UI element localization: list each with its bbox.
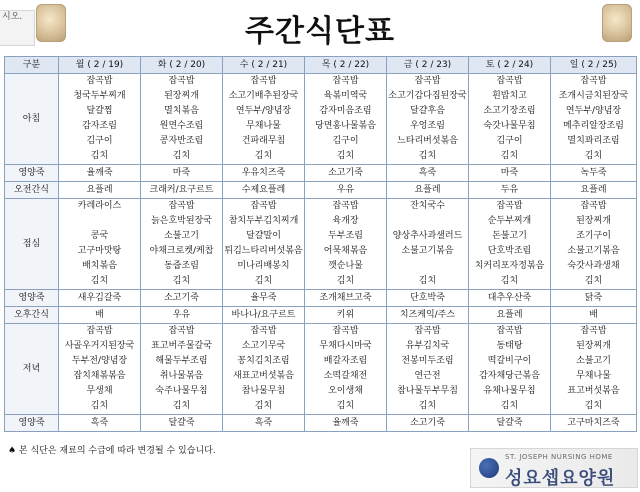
- menu-item: 두유: [500, 185, 519, 195]
- day-cell: [469, 199, 551, 290]
- menu-item: 멸치볶음: [164, 106, 199, 116]
- menu-item: 잡곡밥: [580, 201, 607, 211]
- menu-item: 잡곡밥: [496, 326, 523, 336]
- menu-item: 참나물두부무침: [397, 386, 458, 396]
- day-name: 금: [403, 60, 413, 70]
- menu-item: 꽁치김치조림: [237, 356, 290, 366]
- menu-item: 감자미음조림: [319, 106, 372, 116]
- menu-item: 두부조림: [328, 231, 363, 241]
- day-date: ( 2 / 22): [333, 60, 370, 70]
- menu-item: 두부전/양념장: [71, 356, 128, 366]
- menu-item: 동줍조림: [164, 261, 199, 271]
- menu-item: 잡곡밥: [332, 76, 359, 86]
- day-name: 토: [485, 60, 495, 70]
- day-cell: [141, 165, 223, 182]
- window-tab-line-2: 시오.: [2, 12, 23, 22]
- day-cell: [387, 324, 469, 415]
- menu-item: 김치: [172, 151, 191, 161]
- menu-item: 단호박죽: [410, 293, 445, 303]
- day-cell: [469, 74, 551, 165]
- menu-item: 잡곡밥: [168, 201, 195, 211]
- menu-item: 잡곡밥: [580, 326, 607, 336]
- menu-item: 김치: [172, 401, 191, 411]
- day-cell: [141, 199, 223, 290]
- menu-item: 해물두부조림: [155, 356, 208, 366]
- menu-item: 잡곡밥: [168, 326, 195, 336]
- menu-item: [59, 214, 140, 229]
- menu-item: 연두부/양념장: [235, 106, 292, 116]
- day-cell: [223, 199, 305, 290]
- menu-item: 소불고기: [576, 356, 611, 366]
- menu-item: 잡곡밥: [332, 326, 359, 336]
- menu-item: 어묵채볶음: [323, 246, 368, 256]
- menu-item: 달걀찜: [86, 106, 113, 116]
- menu-item: 잡치채볶볶음: [73, 371, 126, 381]
- menu-item: 된장찌개: [164, 91, 199, 101]
- day-date: ( 2 / 20): [169, 60, 206, 70]
- day-cell: [469, 324, 551, 415]
- header-day: [551, 57, 637, 74]
- page-title: 주간식단표: [245, 14, 395, 49]
- menu-item: 콩국: [90, 231, 109, 241]
- menu-item: 전봉미두조림: [401, 356, 454, 366]
- row-label: 오후간식: [5, 307, 59, 324]
- day-cell: [59, 290, 141, 307]
- day-cell: [551, 415, 637, 432]
- menu-item: 소고기감다짐된장국: [388, 91, 467, 101]
- day-date: ( 2 / 23): [415, 60, 452, 70]
- row-label: 영양죽: [5, 165, 59, 182]
- menu-item: 잡곡밥: [250, 76, 277, 86]
- menu-item: 연근전: [414, 371, 441, 381]
- day-cell: [305, 290, 387, 307]
- row-morning-snack: [5, 182, 637, 199]
- menu-item: 소고기배추된장국: [228, 91, 299, 101]
- header-day: [59, 57, 141, 74]
- menu-item: 유부김치국: [405, 341, 450, 351]
- day-name: 목: [321, 60, 331, 70]
- day-cell: [59, 307, 141, 324]
- menu-item: 소불고기볶음: [401, 246, 454, 256]
- menu-item: 숙주나물무침: [155, 386, 208, 396]
- day-cell: [223, 74, 305, 165]
- menu-item: 잡곡밥: [414, 76, 441, 86]
- menu-item: 돈불고기: [492, 231, 527, 241]
- row-lunch: [5, 199, 637, 290]
- day-cell: [387, 199, 469, 290]
- menu-item: 녹두죽: [580, 168, 607, 178]
- menu-item: 단호박조림: [487, 246, 532, 256]
- menu-item: 튀김느타리버섯볶음: [224, 246, 303, 256]
- menu-item: 조기구이: [576, 231, 611, 241]
- menu-item: 동태탕: [496, 341, 523, 351]
- menu-item: 수제요플레: [241, 185, 286, 195]
- day-cell: [223, 165, 305, 182]
- day-cell: [305, 74, 387, 165]
- menu-item: 크래커/요구르트: [149, 185, 214, 195]
- menu-item: 배치볶음: [82, 261, 117, 271]
- row-dinner: [5, 324, 637, 415]
- menu-item: 김치: [254, 401, 273, 411]
- menu-item: 숙갓나물무침: [483, 121, 536, 131]
- nursing-home-logo: [470, 448, 638, 488]
- menu-item: 잡곡밥: [496, 201, 523, 211]
- menu-item: 김치: [500, 151, 519, 161]
- day-date: ( 2 / 21): [251, 60, 288, 70]
- menu-item: 고구마맛탕: [77, 246, 122, 256]
- day-cell: [59, 165, 141, 182]
- menu-item: [387, 214, 468, 229]
- menu-item: 김치: [418, 276, 437, 286]
- menu-item: 김치: [418, 151, 437, 161]
- day-cell: [305, 199, 387, 290]
- day-cell: [551, 290, 637, 307]
- row-label: 아침: [5, 74, 59, 165]
- day-cell: [469, 290, 551, 307]
- menu-item: 배갈자조림: [323, 356, 368, 366]
- menu-item: 김치: [90, 276, 109, 286]
- menu-item: 무채나물: [576, 371, 611, 381]
- menu-item: 김치: [254, 151, 273, 161]
- menu-item: 김치: [584, 151, 603, 161]
- day-cell: [387, 165, 469, 182]
- document-header: [0, 0, 640, 49]
- day-cell: [223, 307, 305, 324]
- day-cell: [59, 415, 141, 432]
- row-breakfast: [5, 74, 637, 165]
- menu-item: 달걀후음: [410, 106, 445, 116]
- menu-item: 건파래무침: [241, 136, 286, 146]
- menu-item: 된장찌개: [576, 341, 611, 351]
- menu-item: 무채나물: [246, 121, 281, 131]
- day-cell: [469, 307, 551, 324]
- menu-item: 달걀죽: [496, 418, 523, 428]
- menu-item: 흰밥치고: [492, 91, 527, 101]
- menu-item: 달걀말이: [246, 231, 281, 241]
- day-cell: [305, 324, 387, 415]
- logo-mark-icon: [479, 458, 499, 478]
- menu-item: 마죽: [172, 168, 191, 178]
- day-cell: [141, 415, 223, 432]
- menu-item: 흑죽: [90, 418, 109, 428]
- menu-item: 새표고버섯볶음: [233, 371, 294, 381]
- menu-item: 표고버주물갈국: [151, 341, 212, 351]
- day-cell: [141, 74, 223, 165]
- day-cell: [305, 415, 387, 432]
- row-label: 점심: [5, 199, 59, 290]
- menu-item: 잡곡밥: [332, 201, 359, 211]
- day-cell: [305, 182, 387, 199]
- day-cell: [223, 182, 305, 199]
- menu-item: 야채크로켓/케찹: [149, 246, 214, 256]
- menu-item: 우엉조림: [410, 121, 445, 131]
- row-porridge-3: [5, 415, 637, 432]
- menu-item: 소불고기볶음: [567, 246, 620, 256]
- menu-item: 흑죽: [254, 418, 273, 428]
- logo-korean: 성요셉요양원: [505, 468, 616, 489]
- day-cell: [223, 324, 305, 415]
- day-cell: [551, 307, 637, 324]
- menu-item: 김치: [336, 151, 355, 161]
- menu-item: 조개시금치된장국: [558, 91, 629, 101]
- header-day: [305, 57, 387, 74]
- menu-item: 김치: [254, 276, 273, 286]
- row-afternoon-snack: [5, 307, 637, 324]
- day-date: ( 2 / 19): [87, 60, 124, 70]
- menu-item: 소고기장조림: [483, 106, 536, 116]
- day-date: ( 2 / 24): [497, 60, 534, 70]
- day-cell: [141, 324, 223, 415]
- menu-item: 잔치국수: [410, 201, 445, 211]
- day-cell: [387, 290, 469, 307]
- menu-item: 무채다시마국: [319, 341, 372, 351]
- day-name: 수: [239, 60, 249, 70]
- menu-item: 잡곡밥: [496, 76, 523, 86]
- menu-item: 새우김갈죽: [77, 293, 122, 303]
- menu-item: 잡곡밥: [86, 326, 113, 336]
- menu-item: 배: [589, 310, 598, 320]
- day-cell: [223, 415, 305, 432]
- day-cell: [387, 415, 469, 432]
- menu-item: 잡곡밥: [414, 326, 441, 336]
- menu-item: 율깨죽: [332, 418, 359, 428]
- menu-item: 소불고기: [164, 231, 199, 241]
- row-label: 영양죽: [5, 415, 59, 432]
- menu-item: 양상추사과샐러드: [392, 231, 463, 241]
- day-cell: [469, 165, 551, 182]
- menu-item: 육개장: [332, 216, 359, 226]
- footer-note: ♠ 본 식단은 재료의 수급에 따라 변경될 수 있습니다.: [8, 446, 216, 456]
- menu-item: 키위: [336, 310, 355, 320]
- menu-item: 요플레: [496, 310, 523, 320]
- menu-item: 콩자반조림: [159, 136, 204, 146]
- menu-item: 김치: [90, 151, 109, 161]
- menu-item: 소고기무국: [241, 341, 286, 351]
- menu-item: [387, 259, 468, 274]
- menu-item: 대추우산죽: [487, 293, 532, 303]
- menu-item: 잡곡밥: [250, 201, 277, 211]
- row-porridge-1: [5, 165, 637, 182]
- menu-item: 취나물볶음: [159, 371, 204, 381]
- menu-item: 김치: [500, 276, 519, 286]
- menu-item: 당면홍나물볶음: [315, 121, 376, 131]
- day-cell: [223, 290, 305, 307]
- menu-item: 율깨죽: [86, 168, 113, 178]
- weekly-menu-table: [4, 56, 637, 432]
- menu-item: 오이생채: [328, 386, 363, 396]
- menu-item: 우유치즈죽: [241, 168, 286, 178]
- menu-item: 깻순나물: [328, 261, 363, 271]
- day-cell: [387, 74, 469, 165]
- menu-item: 된장찌개: [576, 216, 611, 226]
- menu-item: 마죽: [500, 168, 519, 178]
- row-label: 저녁: [5, 324, 59, 415]
- header-day: [223, 57, 305, 74]
- menu-item: 소고기죽: [164, 293, 199, 303]
- menu-item: 배: [95, 310, 104, 320]
- menu-item: 미나리배봉치: [237, 261, 290, 271]
- day-cell: [305, 165, 387, 182]
- day-name: 일: [569, 60, 579, 70]
- table-header-row: [5, 57, 637, 74]
- menu-item: 원면수조림: [159, 121, 204, 131]
- day-cell: [469, 415, 551, 432]
- menu-item: 김치: [500, 401, 519, 411]
- menu-item: 연두부/양념장: [565, 106, 622, 116]
- logo-english: ST. JOSEPH NURSING HOME: [505, 453, 613, 461]
- menu-item: 바나나/요구르트: [231, 310, 296, 320]
- menu-item: 김치: [584, 276, 603, 286]
- menu-item: 늙은호박된장국: [151, 216, 212, 226]
- header-day: [387, 57, 469, 74]
- header-day: [469, 57, 551, 74]
- menu-item: 김구이: [332, 136, 359, 146]
- row-label: 영양죽: [5, 290, 59, 307]
- menu-item: 김치: [584, 401, 603, 411]
- menu-item: 숙갓사과생채: [567, 261, 620, 271]
- menu-item: 조개채브고죽: [319, 293, 372, 303]
- day-name: 화: [157, 60, 167, 70]
- header-day: [141, 57, 223, 74]
- menu-item: 메추리알장조림: [563, 121, 624, 131]
- menu-item: 김치: [90, 401, 109, 411]
- day-name: 월: [75, 60, 85, 70]
- row-porridge-2: [5, 290, 637, 307]
- menu-item: 무생채: [86, 386, 113, 396]
- menu-item: 치즈케익/주스: [399, 310, 456, 320]
- day-cell: [59, 199, 141, 290]
- day-cell: [141, 307, 223, 324]
- menu-item: 유채나물무침: [483, 386, 536, 396]
- day-cell: [551, 74, 637, 165]
- day-cell: [59, 324, 141, 415]
- day-cell: [305, 307, 387, 324]
- menu-item: 김구이: [496, 136, 523, 146]
- menu-item: 표고버섯볶음: [567, 386, 620, 396]
- day-cell: [387, 182, 469, 199]
- menu-item: 잡곡밥: [86, 76, 113, 86]
- menu-item: 카레라이스: [77, 201, 122, 211]
- menu-item: 김치: [336, 401, 355, 411]
- menu-item: 김치: [336, 276, 355, 286]
- menu-item: 김치: [418, 401, 437, 411]
- menu-item: 소고기죽: [328, 168, 363, 178]
- day-cell: [59, 182, 141, 199]
- menu-item: 닭죽: [584, 293, 603, 303]
- menu-item: 순두부찌개: [487, 216, 532, 226]
- day-cell: [551, 199, 637, 290]
- menu-item: 느타리버섯볶음: [397, 136, 458, 146]
- menu-item: 김구이: [86, 136, 113, 146]
- menu-item: 요플레: [414, 185, 441, 195]
- menu-item: 소고기죽: [410, 418, 445, 428]
- menu-item: 잡곡밥: [580, 76, 607, 86]
- menu-item: 요플레: [86, 185, 113, 195]
- menu-item: 청국두부찌개: [73, 91, 126, 101]
- menu-item: 달걀죽: [168, 418, 195, 428]
- menu-item: 사골우거지된장국: [64, 341, 135, 351]
- row-label: 오전간식: [5, 182, 59, 199]
- menu-item: 소떡갈채전: [323, 371, 368, 381]
- menu-item: 육볶미역국: [323, 91, 368, 101]
- menu-item: 치커리포자정볶음: [474, 261, 545, 271]
- menu-item: 율무죽: [250, 293, 277, 303]
- menu-item: 우유: [336, 185, 355, 195]
- day-cell: [59, 74, 141, 165]
- menu-item: 우유: [172, 310, 191, 320]
- day-cell: [141, 290, 223, 307]
- day-cell: [551, 165, 637, 182]
- header-corner: 구분: [5, 57, 59, 74]
- menu-item: 잡곡밥: [250, 326, 277, 336]
- menu-item: 요플레: [580, 185, 607, 195]
- day-cell: [551, 324, 637, 415]
- day-date: ( 2 / 25): [581, 60, 618, 70]
- day-cell: [551, 182, 637, 199]
- day-cell: [387, 307, 469, 324]
- menu-item: 멸치꽈리조림: [567, 136, 620, 146]
- menu-item: 감자조림: [82, 121, 117, 131]
- day-cell: [469, 182, 551, 199]
- menu-item: 김치: [172, 276, 191, 286]
- menu-item: 잡곡밥: [168, 76, 195, 86]
- menu-item: 감자채당근볶음: [479, 371, 540, 381]
- menu-item: 참치두부김치찌개: [228, 216, 299, 226]
- menu-item: 고구마치즈죽: [567, 418, 620, 428]
- menu-item: 참나물무침: [241, 386, 286, 396]
- day-cell: [141, 182, 223, 199]
- menu-item: 떡갈비구이: [487, 356, 532, 366]
- menu-item: 흑죽: [418, 168, 437, 178]
